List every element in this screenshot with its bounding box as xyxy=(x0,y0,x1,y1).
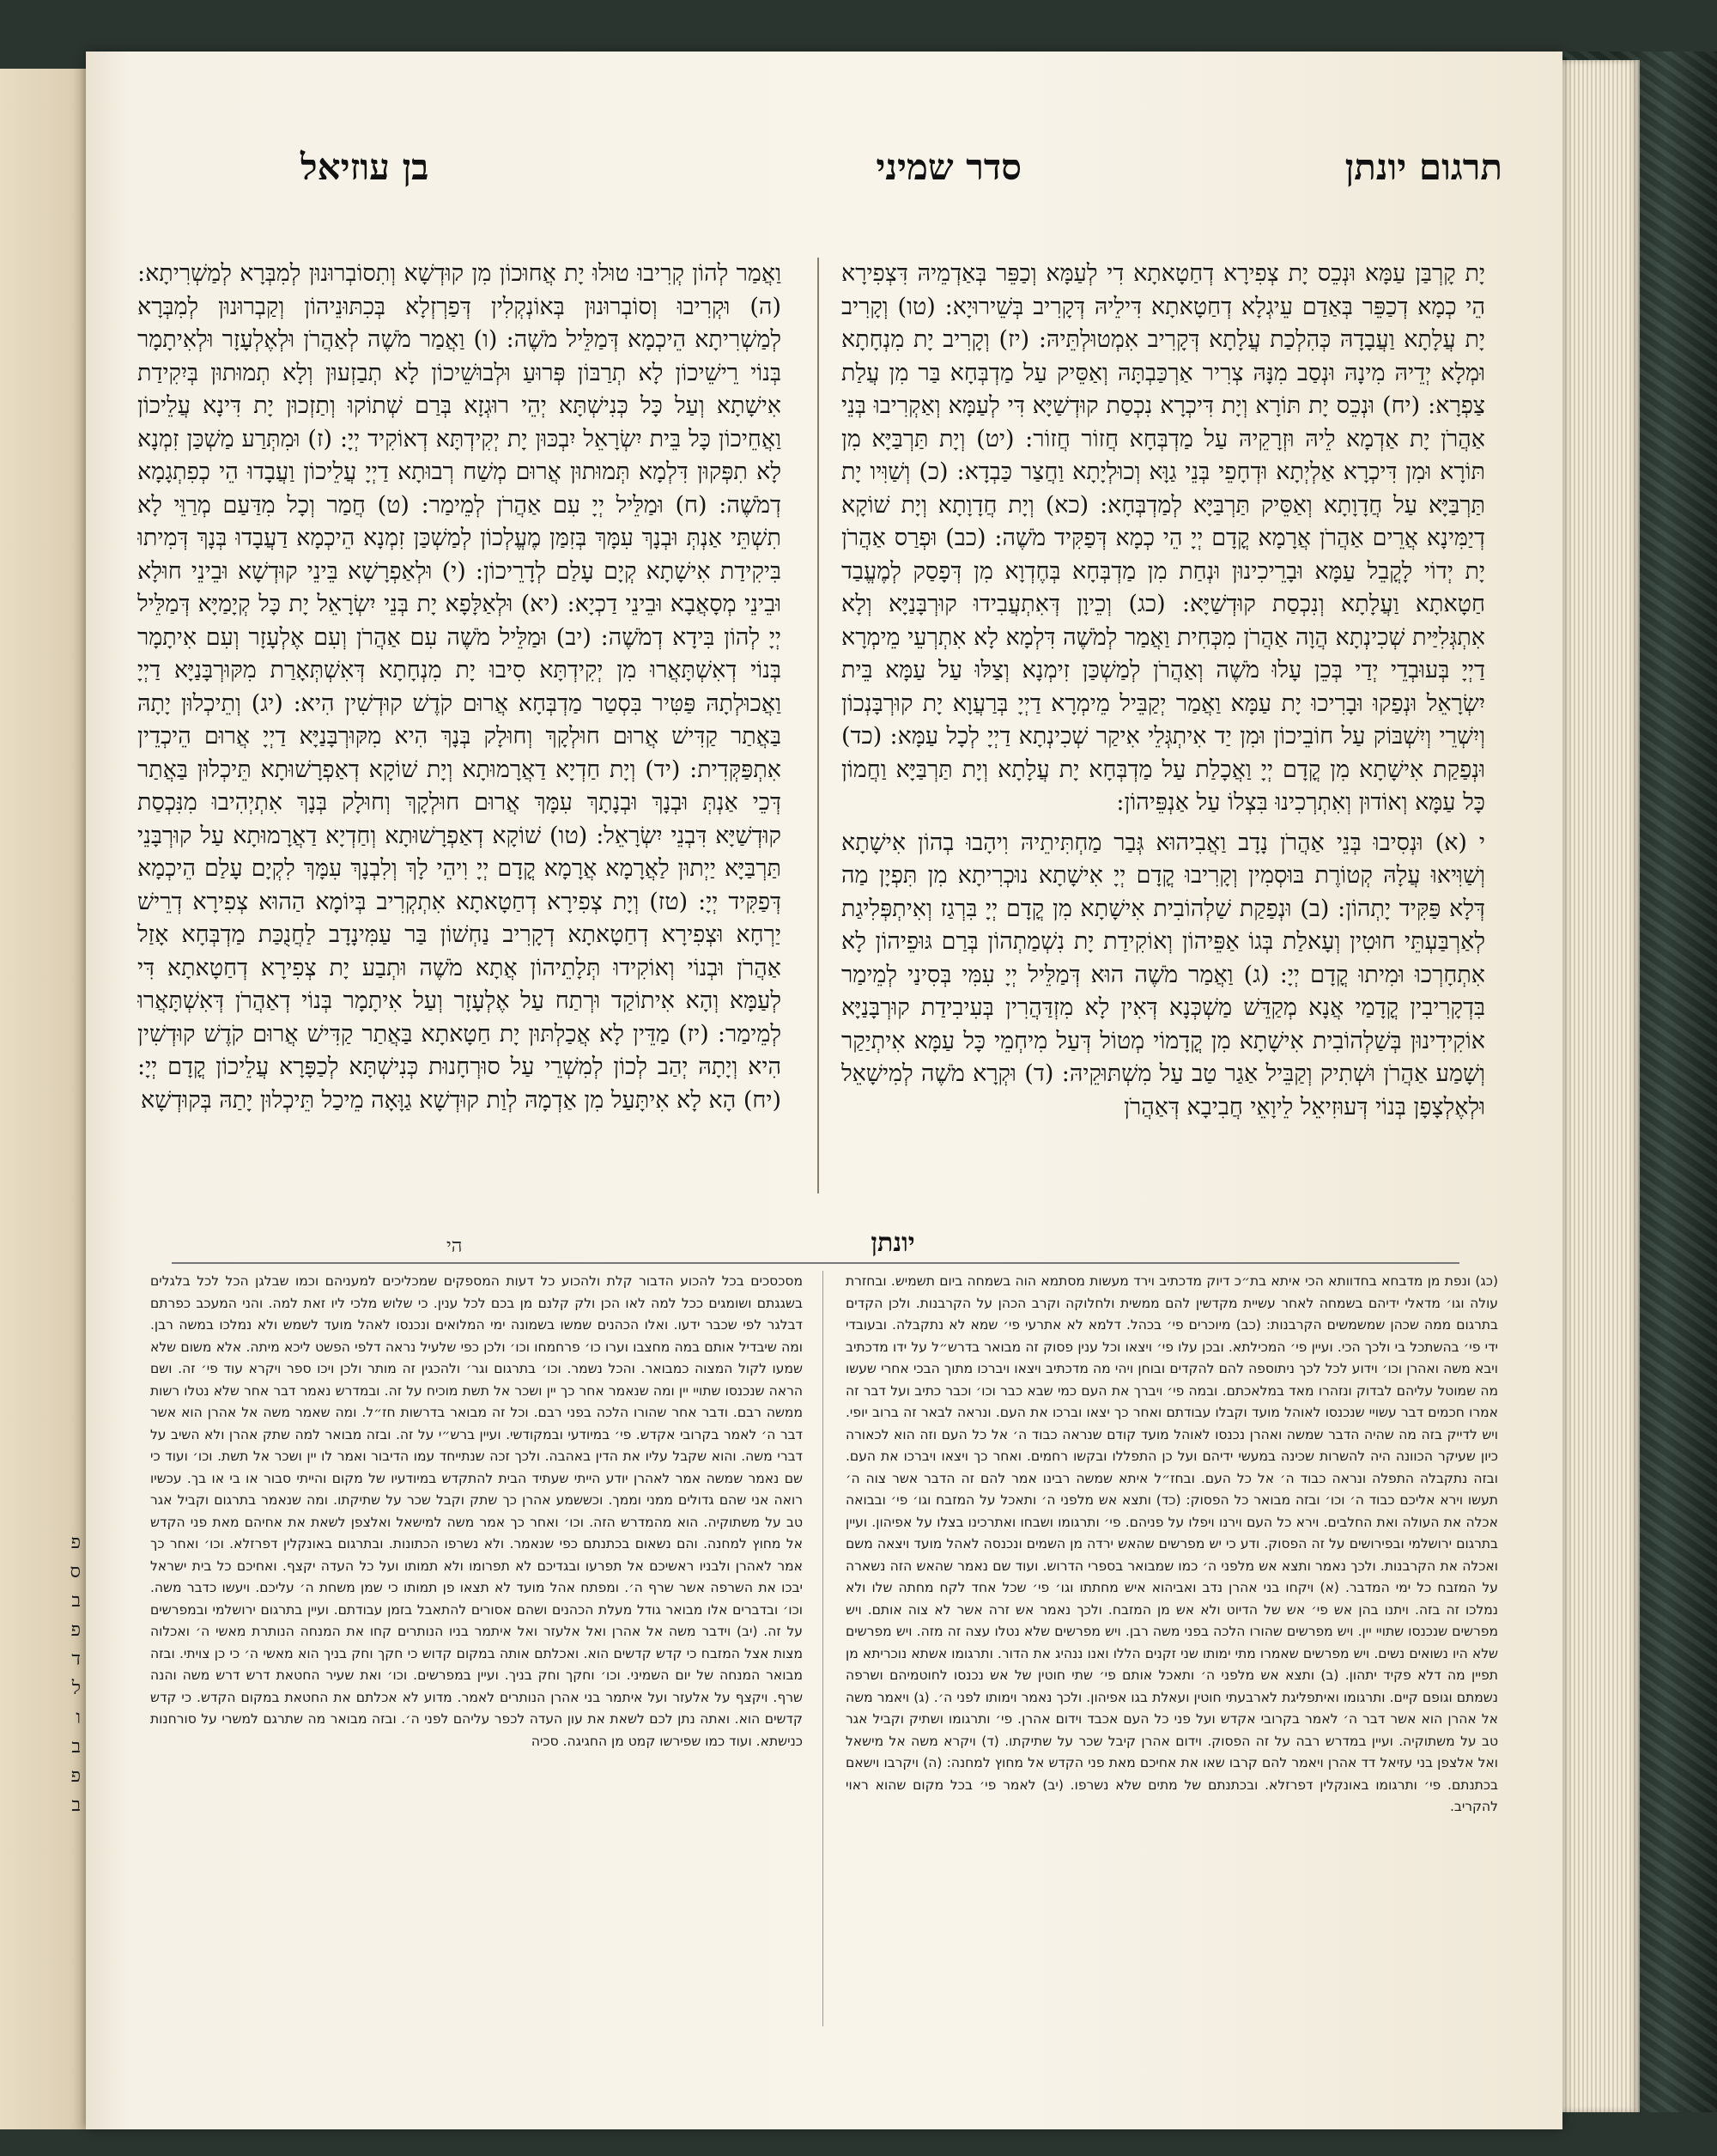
running-head-center: סדר שמיני xyxy=(876,146,1022,188)
commentary-area xyxy=(150,1271,1498,2026)
commentary-column-left xyxy=(150,1271,803,2026)
main-paragraph: יָת קָרְבַּן עַמָּא וּנְכֵס יָת צְפִירָא דְחַטָאתָא דִי לְעַמָּא וְכַפֵּר בְּאַדְמֵיהּ דִּצְפִירָא הֵי כְמָא דְכַפֵּר בְּאַדַם עֵיגְלָא דְחַטָאתָא דִּילֵיהּ דְּקָרִיב בְּשֵׁירוּיָא: (טו) וְקָרִיב יָת עֲלָתָא וַעֲבָדָהּ כְּהִלְכַת עֲלָתָא דְּקָרִיב אִמְטוּלְתֵּיהּ: (יז) וְקָרִיב יָת מִנְחָתָא וּמְלָא יְדֵיהּ מִינָהּ וּנְסַב מִנָּהּ צְרִיר אַרְכַּבְתָּהּ וְאַסֵּיק עַל מַדְבְּחָא בַּר מִן עֲלַת צַפְרָא: (יח) וּנְכֵס יָת תּוֹרָא וְיָת דִּיכְרָא נִכְסַת קוּדְשַׁיָּא דִּי לְעַמָּא וְאַקְרִיבוּ בְּנֵי אַהֲרֹן יָת אַדְמָא לֵיהּ וּזְרָקֵיהּ עַל מַדְבְּחָא חֲזוֹר חֲזוֹר: (יט) וְיָת תַּרְבַּיָּא מִן תּוֹרָא וּמִן דִּיכְרָא אַלְיְתָא וּדְחָפֵי בְּנֵי גַוָּא וְכוּלְיָתָא וַחֲצַר כַּבְדָא: (כ) וְשַׁוִּיו יָת תַּרְבַּיָּא עַל חֲדָוָתָא וְאַסֵּיק תַּרְבַּיָּא לְמַדְבְּחָא: (כא) וְיָת חֲדָוָתָא וְיָת שׁוֹקָא דְיַמִּינָא אֲרֵים אַהֲרֹן אֲרָמָא קֳדָם יְיָ הֵי כְמָא דְּפַקִּיד מֹשֶׁה: (כב) וּפְרַס אַהֲרֹן יָת יְדוֹי לָקֳבֵל עַמָּא וּבָרֵיכִינוּן וּנְחַת מִן מַדְבְּחָא בְּחֶדְוָא מִן דְּפָסַק לְמֶעֱבַד חַטָאתָא וַעֲלָתָא וְנִכְסַת קוּדְשַׁיָּא: (כג) וְכֵיוָן דְּאִתְעֲבִידוּ קוּרְבָּנַיָּא וְלָא אִתְגְּלִיַּית שְׁכִינְתָא הֲוָה אַהֲרֹן מִכְּחִית וַאֲמַר לְמֹשֶׁה דִּלְמָא לָא אִתְרְעֵי מֵימְרָא דַיְיָ בְּעוּבְדֵי יְדַי בְּכֵן עָלוּ מֹשֶׁה וְאַהֲרֹן לְמַשְׁכַּן זִימְנָא וְצַלּוּ עַל עַמָּא בֵּית יִשְׂרָאֵל וּנְפַקוּ וּבָרִיכוּ יָת עַמָּא וַאֲמַר יְקַבֵּיל מֵימְרָא דַיְיָ בְּרַעֲוָא יָת קוּרְבָּנְכוֹן וְיִשְׁרֵי וְיִשְׁבּוֹק עַל חוֹבֵיכוֹן וּמִן יַד אִיתְגְּלֵי אִיקַר שְׁכִינְתָא דַיְיָ לְכָל עַמָּא: (כד) וּנְפַקַת אִישָׁתָא מִן קֳדָם יְיָ וַאֲכָלַת עַל מַדְבְּחָא יָת עֲלָתָא וְיָת תַּרְבַּיָּא וַחֲמוֹן כָּל עַמָּא וְאוֹדוּן וְאִתְרְכִינוּ בִּצְלוֹ עַל אַנְפֵּיהוֹן: xyxy=(841,260,1485,816)
main-text-area xyxy=(137,258,1485,1193)
commentary-column-divider xyxy=(822,1271,823,2026)
main-column-left xyxy=(137,258,781,1193)
running-head xyxy=(300,146,1502,206)
commentary-header: יונתן xyxy=(871,1228,915,1258)
commentary-paragraph: מסכסכים בכל להכוע הדבור קלת ולהכוע כל דעות המספקים שמכליכים למעניהם וכמו שבלגן הכל לכל בלגלים בשגגתם ושומגים ככל למה לאו הכן ולק קלנם מן בכם לכל ענין. כי שלוש מלכי ליו זאת למה. והני המעכב כפרתם דבלגר לפי שכבר ידעו. ואלו הכהנים שמשו בשמונה ימי המלואים ונכנסו לאהל מועד לשמש ולא נמלכו במשה רבן. ומה שיבדיל אותם במה מחצבו וערו כו׳ פרחמחו וכו׳ ולכן כפי שלעיל נראה דלפי הפשט ליכא מיתה. אלא משום שלא שמעו לקול המצוה כמבואר. והכל נשמר. וכו׳ בתרגום וגר׳ ולהכגין זה מותר ולכן ויכו ספר ויקרא עוד פי׳ זה. ושם הראה שנכנסו שתויי יין ומה שנאמר אחר כך יין ושכר אל תשת מוכיח על זה. ובמדרש נאמר דבר אחר שלא נטלו רשות ממשה רבם. ודבר אחר שהורו הלכה בפני רבם. וכל זה מבואר בדרשות חז״ל. ומה שאמר משה אל אהרן הוא אשר דבר ה׳ לאמר בקרובי אקדש. פי׳ במיודעי ובמקודשי. ועיין ברש״י על זה. ובזה מבואר למה שתק אהרן ולא השיב על דברי משה. והוא שקבל עליו את הדין באהבה. ולכך זכה שנתייחד עמו הדיבור ואמר לו יין ושכר אל תשת. וכו׳ ועוד כי שם נאמר שמשה אמר לאהרן יודע הייתי שעתיד הבית להתקדש במיודעיו של מקום והייתי סבור או בי או בך. עכשיו רואה אני שהם גדולים ממני וממך. וכששמע אהרן כך שתק וקבל שכר על שתיקתו. ומה שנאמר בתרגום וקביל אגר טב על משתוקיה. הוא מהמדרש הזה. וכו׳ ואחר כך אמר משה למישאל ואלצפן לשאת את אחיהם מאת פני הקדש אל מחוץ למחנה. והם נשאום בכתנתם כפי שנאמר. ולא נשרפו הכתונות. ובתרגום באונקלין דפרזלא. וכו׳ ואחר כך אמר לאהרן ולבניו ראשיכם אל תפרעו ובגדיכם לא תפרומו ולא תמותו ועל כל העדה יקצף. ואחיכם כל בית ישראל יבכו את השרפה אשר שרף ה׳. ומפתח אהל מועד לא תצאו פן תמותו כי שמן משחת ה׳ עליכם. ויעשו כדבר משה. וכו׳ ובדברים אלו מבואר גודל מעלת הכהנים ושהם אסורים להתאבל בזמן עבודתם. ועיין בתרגום ירושלמי ובמפרשים על זה. (יב) וידבר משה אל אהרן ואל אלעזר ואל איתמר בניו הנותרים קחו את המנחה הנותרת מאשי ה׳ ואכלוה מצות אצל המזבח כי קדש קדשים הוא. ואכלתם אותה במקום קדוש כי חקך וחק בניך הוא מאשי ה׳ כי כן צויתי. ובזה מבואר המנחה של יום השמיני. וכו׳ וחקך וחק בניך. ועיין במפרשים. וכו׳ ואת שעיר החטאת דרש דרש משה והנה שרף. ויקצף על אלעזר ועל איתמר בני אהרן הנותרים לאמר. מדוע לא אכלתם את החטאת במקום הקדש. כי קדש קדשים הוא. ואתה נתן לכם לשאת את עון העדה לכפר עליהם לפני ה׳. ובזה מבואר מה שתרגם למשרי על סורחנות כנישתא. ועוד כמו שפירשו קמט מן החגיגה. סכיה xyxy=(150,1273,803,1749)
main-paragraph: י (א) וּנְסִיבוּ בְּנֵי אַהֲרֹן נָדָב וַאֲבִיהוּא גְּבַר מַחְתִּיתֵיהּ וִיהָבוּ בְהוֹן אִישָׁתָא וְשַׁוִּיאוּ עֲלָהּ קְטוֹרֶת בּוּסְמִין וְקָרִיבוּ קֳדָם יְיָ אִישָׁתָא נוּכְרִיתָא מִן תִּפְיָן מַה דְּלָא פַּקִּיד יָתְהוֹן: (ב) וּנְפַקַת שַׁלְהוֹבִית אִישָׁתָא מִן קֳדָם יְיָ בִּרְגַז וְאִיתְפְּלִיגַת לְאַרְבַּעְתֵּי חוּטִין וְעָאלַת בְּגוֹ אַפֵּיהוֹן וְאוֹקִידַת יָת נִשְׁמַתְהוֹן בְּרַם גּוּפֵיהוֹן לָא אִתְחָרְכוּ וּמִיתוּ קֳדָם יְיָ: (ג) וַאֲמַר מֹשֶׁה הוּא דְּמַלֵּיל יְיָ עִמִּי בְּסִינַי לְמֵימַר בִּדְקָרִיבִין קֳדָמַי אֲנָא מְקַדֵּשׁ מַשְׁכְּנָא דְּאִין לָא מִזְדַּהֲרִין בְּעִיבִידַת קוּרְבָּנַיָּא אוֹקִידִינוּן בְּשַׁלְהוֹבִית אִישָׁתָא מִן קֳדָמוֹי מְטוֹל דְּעַל מִיחְמֵי כָּל עַמָּא אִיתְיַקַר וְשָׁמַע אַהֲרֹן וּשְׁתִיק וְקַבֵּיל אַגַר טַב עַל מִשְׁתּוּקֵיהּ: (ד) וּקְרָא מֹשֶׁה לְמִישָׁאֵל וּלְאֶלְצָפָן בְּנוֹי דְּעוּזִיאֵל לֵיוָאֵי חֲבִיבָא דְּאַהֲרֹן xyxy=(841,829,1485,1121)
commentary-column-right xyxy=(846,1271,1498,2026)
commentary-page-number: הי xyxy=(446,1236,463,1257)
book-page xyxy=(86,52,1562,2129)
left-page-edge xyxy=(0,69,86,2129)
running-head-right: תרגום יונתן xyxy=(1344,146,1502,188)
main-paragraph: וַאֲמַר לְהוֹן קְרִיבוּ טוּלוּ יָת אֲחוּכוֹן מִן קוּדְשָׁא וְתִסוֹבְרוּנוּן לְמִבְּרָא לְמַשְׁרִיתָא: (ה) וּקְרִיבוּ וְסוֹבְרוּנוּן בְּאוֹנְקְלִין דְּפַרְזְלָא בְּכִתּוּנֵיהוֹן וְקַבְרוּנוּן לְמִבְּרָא לְמַשְׁרִיתָא הֵיכְמָא דְּמַלֵּיל מֹשֶׁה: (ו) וַאֲמַר מֹשֶׁה לְאַהֲרֹן וּלְאֶלְעָזָר וּלְאִיתָמָר בְּנוֹי רֵישֵׁיכוֹן לָא תְרַבּוֹן פְּרוּעַ וּלְבוּשֵׁיכוֹן לָא תְבַזְעוּן וְלָא תְמוּתוּן בְּיִקִידַת אִישָׁתָא וְעַל כָּל כְּנִישְׁתָּא יְהֵי רוּגְזָא בְּרַם שְׁתוֹקוּ וְתַזְכוּן יָת דִּינָא עֲלֵיכוֹן וַאֲחֵיכוֹן כָּל בֵּית יִשְׂרָאֵל יִבְכּוּן יָת יְקִידְתָּא דְאוֹקִיד יְיָ: (ז) וּמִתְּרַע מַשְׁכַּן זִמְנָא לָא תִפְּקוּן דִּלְמָא תְּמוּתוּן אֲרוּם מְשַׁח רְבוּתָא דַיְיָ עֲלֵיכוֹן וַעֲבָדוּ הֵי כְפִתְגָמָא דְמֹשֶׁה: (ח) וּמַלֵּיל יְיָ עִם אַהֲרֹן לְמֵימַר: (ט) חֲמַר וְכָל מִדַּעַם מְרַוֵּי לָא תִשְׁתֵּי אַנְתְּ וּבְנָךְ עִמָּךְ בְּזִמַּן מֶעֱלְכוֹן לְמַשְׁכַּן זִמְנָא הֵיכְמָא דַעֲבָדוּ בְּנָךְ דְּמִיתוּ בִּיקִידַת אִישָׁתָא קְיָם עָלַם לְדָרֵיכוֹן: (י) וּלְאַפְרָשָׁא בֵּינֵי קוּדְשָׁא וּבֵינֵי חוּלָא וּבֵינֵי מְסָאֲבָא וּבֵינֵי דַכְיָא: (יא) וּלְאַלָּפָא יָת בְּנֵי יִשְׂרָאֵל יָת כָּל קְיָמַיָּא דְּמַלֵּיל יְיָ לְהוֹן בִּידָא דְמֹשֶׁה: (יב) וּמַלֵּיל מֹשֶׁה עִם אַהֲרֹן וְעִם אֶלְעָזָר וְעִם אִיתָמָר בְּנוֹי דְאִשְׁתָּאֲרוּ מִן יְקִידְתָּא סִיבוּ יָת מִנְחָתָא דְּאִשְׁתְּאָרַת מִקּוּרְבָּנַיָּא דַיְיָ וַאֲכוּלְתָהּ פַּטִּיר בִּסְטַר מַדְבְּחָא אֲרוּם קֹדֶשׁ קוּדְשִׁין הִיא: (יג) וְתֵיכְלוּן יָתָהּ בַּאֲתַר קַדִּישׁ אֲרוּם חוּלְקָךְ וְחוּלָק בְּנָךְ הִיא מִקּוּרְבָּנַיָּא דַיְיָ אֲרוּם הֵיכְדֵין אִתְפַּקְּדִית: (יד) וְיָת חַדְיָא דַאֲרָמוּתָא וְיָת שׁוֹקָא דְאַפְרָשׁוּתָא תֵּיכְלוּן בַּאֲתַר דְּכֵי אַנְתְּ וּבְנָךְ וּבְנָתָךְ עִמָּךְ אֲרוּם חוּלְקָךְ וְחוּלָק בְּנָךְ אִתְיְהִיבוּ מִנִּכְסַת קוּדְשַׁיָּא דִּבְנֵי יִשְׂרָאֵל: (טו) שׁוֹקָא דְאַפְרָשׁוּתָא וְחַדְיָא דַאֲרָמוּתָא עַל קוּרְבָּנֵי תַּרְבַּיָּא יַיְתוּן לַאֲרָמָא אֲרָמָא קֳדָם יְיָ וִיהֵי לָךְ וְלִבְנָךְ עִמָּךְ לִקְיָם עָלַם הֵיכְמָא דְּפַקִּיד יְיָ: (טז) וְיָת צְפִירָא דְחַטָאתָא אִתְקְרִיב בְּיוֹמָא הַהוּא צְפִירָא דְרֵישׁ יַרְחָא וּצְפִירָא דְחַטָאתָא דְקָרִיב נַחְשׁוֹן בַּר עַמִּינָדָב לַחֲנֻכַּת מַדְבְּחָא אָזַל אַהֲרֹן וּבְנוֹי וְאוֹקִידוּ תְּלָתֵיהוֹן אֲתָא מֹשֶׁה וּתְבַע יָת צְפִירָא דְחַטָאתָא דִּי לְעַמָּא וְהָא אִיתוֹקַד וּרְתַח עַל אֶלְעָזָר וְעַל אִיתָמָר בְּנוֹי דְאַהֲרֹן דְּאִשְׁתָּאֲרוּ לְמֵימַר: (יז) מַדֵּין לָא אֲכַלְתּוּן יָת חַטָאתָא בַּאֲתַר קַדִּישׁ אֲרוּם קֹדֶשׁ קוּדְשִׁין הִיא וְיָתָהּ יְהַב לְכוֹן לְמִשְׁרֵי עַל סוּרְחָנוּת כְּנִישְׁתָּא לְכַפָּרָא עֲלֵיכוֹן קֳדָם יְיָ: (יח) הָא לָא אִיתָּעַל מִן אַדְמָהּ לְוַת קוּדְשָׁא גַוָּאָה מֵיכַל תֵּיכְלוּן יָתַהּ בְּקוּדְשָׁא xyxy=(137,260,781,1114)
main-column-right xyxy=(841,258,1485,1193)
left-page-letters: פ ס ב פ ד ל ו ב פ ב xyxy=(70,1532,81,1816)
running-head-left: בן עוזיאל xyxy=(300,146,429,188)
commentary-paragraph: (כג) ונפת מן מדבחא בחדוותא הכי איתא בת״כ דיוק מדכתיב וירד מעשות מסתמא הוה בשמחה ביום תשמיש. ובחזרת עולה וגו׳ מדאלי ידיהם בשמחה לאחר עשיית מקדשין להם ממשית ולחלוקה וקרב הכהן על הקרבנות. ולכן הקדים בתרגום ממה שכהן שמשמשים הקרבנות: (כב) מיוכרים פי׳ בכהל. דלמא לא אתרעי פי׳ שמא לא נתקבלה. ובעובדי ידי פי׳ בהשתכל בי ולכך הכי. ועיין פי׳ המכילתא. ובכן עלו פי׳ ויצאו וכל ענין פסוק זה מבואר בדרש״ל על ידו מדכתיב ויבא משה ואהרן וכו׳ וידוע לכל לכך ניתוספה להם להקדים ובוחן ויהי מה מדכתיב ויצאו ויברכו מתוך הבכי אחרי שעשו מה שמוטל עליהם לבדוק ונזהרו מאד במלאכתם. ובמה פי׳ ויברך את העם כמי שבא כבר וכו׳ וכבר כתיב ועל דבר זה אמרו חכמים דבר עשויי שנכנסו לאוהל מועד וקבלו עבודתם ואחר כך יצאו וברכו את העם. ונראה לבאר זה ברוב יופי. ויש לדייק בזה מה שהיה הדבר שמשה ואהרן נכנסו לאוהל מועד קודם שנראה כבוד ה׳ אל כל העם וזה הוא לכאורה כיון שעיקר הכוונה היה להשרות שכינה במעשי ידיהם ועל כן התפללו ובקשו רחמים. ואחר כך ויצאו ויברכו את העם. ובזה נתקבלה התפלה ונראה כבוד ה׳ אל כל העם. ובחז״ל איתא שמשה רבינו אמר להם זה הדבר אשר צוה ה׳ תעשו וירא אליכם כבוד ה׳ וכו׳ ובזה מבואר כל הפסוק: (כד) ותצא אש מלפני ה׳ ותאכל על המזבח וגו׳ פי׳ ובבואה אכלה את העולה ואת החלבים. וירא כל העם וירנו ויפלו על פניהם. פי׳ ותרגומו ושבחו ואתרכינו בצלו על אפיהון. ועיין בתרגום ירושלמי ובפירושים על זה הפסוק. ודע כי יש מפרשים שהאש ירדה מן השמים ונכנסה לאהל מועד ויצאה משם ואכלה את הקרבנות. ולכך נאמר ותצא אש מלפני ה׳ כמו שמבואר בספרי הדרוש. ועוד שם נאמר שהאש הזה נשארה על המזבח כל ימי המדבר. (א) ויקחו בני אהרן נדב ואביהוא איש מחתתו וגו׳ פי׳ שכל אחד לקח מחתה שלו ולא נמלכו זה בזה. ויתנו בהן אש פי׳ אש של הדיוט ולא אש מן המזבח. ולכך נאמר אש זרה אשר לא צוה אותם. ויש מפרשים שנכנסו שתויי יין. ויש מפרשים שהורו הלכה בפני משה רבן. ויש מפרשים שלא נטלו עצה זה מזה. ויש מפרשים שלא היו נשואים נשים. ויש מפרשים שאמרו מתי ימותו שני זקנים הללו ואנו ננהיג את הדור. ותרגומו אשתא נוכריתא מן תפיין מה דלא פקיד יתהון. (ב) ותצא אש מלפני ה׳ ותאכל אותם פי׳ שתי חוטין של אש נכנסו לחוטמיהם ושרפה נשמתם וגופם קיים. ותרגומו ואיתפליגת לארבעתי חוטין ועאלת בגו אפיהון. ולכך נאמר וימותו לפני ה׳. (ג) ויאמר משה אל אהרן הוא אשר דבר ה׳ לאמר בקרובי אקדש ועל פני כל העם אכבד וידום אהרן. פי׳ ותרגומו ושתיק וקביל אגר טב על משתוקיה. ועיין במדרש רבה על זה הפסוק. וידום אהרן קיבל שכר על שתיקתו. (ד) ויקרא משה אל מישאל ואל אלצפן בני עזיאל דד אהרן ויאמר להם קרבו שאו את אחיכם מאת פני הקדש אל מחוץ למחנה: (ה) ויקרבו וישאם בכתנתם. פי׳ ותרגומו באונקלין דפרזלא. ובכתנתם של מתים שלא נשרפו. (יב) לאמר פי׳ בכל מקום שהוא ראוי להקריב. xyxy=(846,1273,1498,1814)
commentary-divider xyxy=(172,1262,1459,1264)
column-divider xyxy=(817,258,819,1193)
